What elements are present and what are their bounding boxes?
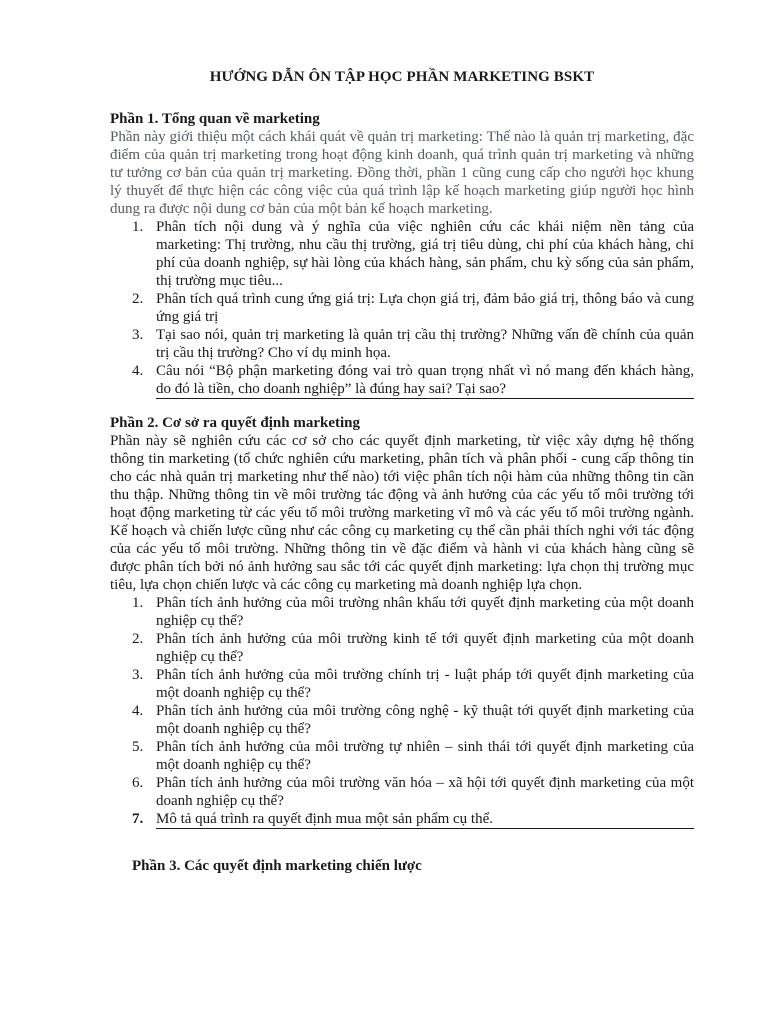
list-number: 3. xyxy=(132,327,144,343)
list-item-text: Phân tích ảnh hưởng của môi trường công nghệ - kỹ thuật tới quyết định marketing của một doanh nghiệp cụ thể? xyxy=(156,703,694,737)
list-item xyxy=(110,362,694,398)
document-title: HƯỚNG DẪN ÔN TẬP HỌC PHẦN MARKETING BSKT xyxy=(209,69,595,85)
list-item-text: Câu nói “Bộ phận marketing đóng vai trò quan trọng nhất vì nó mang đến khách hàng, do đó là tiền, cho doanh nghiệp” là đúng hay sai? Tại sao? xyxy=(156,363,694,397)
list-number: 3. xyxy=(132,667,144,683)
list-item xyxy=(110,666,694,702)
document-page xyxy=(110,68,694,875)
list-item xyxy=(110,630,694,666)
list-number: 2. xyxy=(132,291,144,307)
list-item xyxy=(110,702,694,738)
list-item xyxy=(110,326,694,362)
list-number: 1. xyxy=(132,219,144,235)
list-item-text: Phân tích ảnh hưởng của môi trường nhân khẩu tới quyết định marketing của một doanh nghiệp cụ thể? xyxy=(156,595,694,629)
list-number: 2. xyxy=(132,631,144,647)
list-item-text: Mô tả quá trình ra quyết định mua một sản phẩm cụ thể. xyxy=(156,811,494,827)
list-item xyxy=(110,290,694,326)
list-item-text: Phân tích nội dung và ý nghĩa của việc nghiên cứu các khái niệm nền tảng của marketing: Thị trường, nhu cầu thị trường, giá trị tiêu dùng, chi phí của khách hàng, chi phí của doanh nghiệp, sự hài lòng của khách hàng, sản phẩm, chu kỳ sống của sản phẩm, thị trường mục tiêu... xyxy=(156,219,694,289)
section-1-intro: Phần này giới thiệu một cách khái quát về quản trị marketing: Thế nào là quản trị marketing, đặc điểm của quản trị marketing trong hoạt động kinh doanh, quá trình quản trị marketing và những tư tưởng cơ bản của quản trị marketing. Đồng thời, phần 1 cũng cung cấp cho người học khung lý thuyết để thực hiện các công việc của quá trình lập kế hoạch marketing giúp người học hình dung ra được nội dung cơ bản của một bản kế hoạch marketing. xyxy=(110,129,694,217)
list-item xyxy=(110,774,694,810)
list-item xyxy=(110,810,694,828)
list-number: 6. xyxy=(132,775,144,791)
list-item-text: Phân tích quá trình cung ứng giá trị: Lựa chọn giá trị, đảm bảo giá trị, thông báo và cung ứng giá trị xyxy=(156,291,694,325)
list-item-text: Phân tích ảnh hưởng của môi trường tự nhiên – sinh thái tới quyết định marketing của một doanh nghiệp cụ thể? xyxy=(156,739,694,773)
list-item-text: Phân tích ảnh hưởng của môi trường chính trị - luật pháp tới quyết định marketing của một doanh nghiệp cụ thể? xyxy=(156,667,694,701)
list-item xyxy=(110,594,694,630)
section-1-heading: Phần 1. Tổng quan về marketing xyxy=(110,111,320,127)
section-2-intro: Phần này sẽ nghiên cứu các cơ sở cho các quyết định marketing, từ việc xây dựng hệ thống thông tin marketing (tổ chức nghiên cứu marketing, phân tích và phân phối - cung cấp thông tin cho các nhà quản trị marketing như thế nào) tới việc phân tích nội hàm của những thông tin cần thu thập. Những thông tin về môi trường tác động và ảnh hưởng của các yếu tố môi trường tới hoạt động marketing từ các yếu tố môi trường marketing vĩ mô và các yếu tố môi trường ngành. Kế hoạch và chiến lược cũng như các công cụ marketing cụ thể cần phải thích nghi với tác động của các yếu tố môi trường. Những thông tin về đặc điểm và hành vi của khách hàng cũng sẽ được phân tích bởi nó ảnh hưởng sau sắc tới các quyết định marketing: lựa chọn thị trường mục tiêu, lựa chọn chiến lược và các công cụ marketing mà doanh nghiệp lựa chọn. xyxy=(110,433,694,593)
list-number: 5. xyxy=(132,739,144,755)
list-number: 4. xyxy=(132,363,144,379)
section-2-question-list xyxy=(110,594,694,828)
list-number: 1. xyxy=(132,595,144,611)
list-item-text: Phân tích ảnh hưởng của môi trường văn hóa – xã hội tới quyết định marketing của một doanh nghiệp cụ thể? xyxy=(156,775,694,809)
list-item-text: Phân tích ảnh hưởng của môi trường kinh tế tới quyết định marketing của một doanh nghiệp cụ thể? xyxy=(156,631,694,665)
list-item xyxy=(110,738,694,774)
list-item xyxy=(110,218,694,290)
list-number: 7. xyxy=(132,811,144,827)
section-2-heading: Phần 2. Cơ sở ra quyết định marketing xyxy=(110,415,360,431)
section-3-heading: Phần 3. Các quyết định marketing chiến lược xyxy=(132,858,422,874)
list-item-text: Tại sao nói, quản trị marketing là quản trị cầu thị trường? Những vấn đề chính của quản trị cầu thị trường? Cho ví dụ minh họa. xyxy=(156,327,694,361)
section-1-question-list xyxy=(110,218,694,398)
list-number: 4. xyxy=(132,703,144,719)
